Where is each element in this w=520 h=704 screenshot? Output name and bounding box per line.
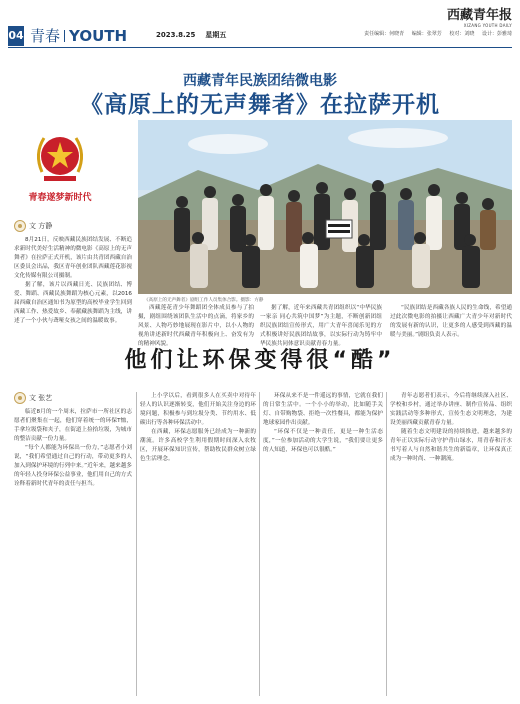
paragraph: 上小学以后，看到很多人在买卖中对待年轻人的认识逐渐转变，他们开始关注身边的环境问题，积极参与到垃圾分类、节约用水、低碳出行等各种环保活动中。	[140, 393, 256, 426]
issue-date	[156, 30, 236, 40]
article1-column-1	[14, 236, 132, 324]
byline-icon	[14, 392, 26, 404]
article1-byline	[14, 220, 52, 232]
byline-label: 文	[29, 222, 36, 230]
article2-column-3	[263, 392, 383, 696]
paragraph: “民族团结是西藏各族人民的生命线，希望通过此次微电影的拍摄让西藏广大青少年对新时代的发展有新的认识，让更多的人感受到西藏的温暖与美丽。”剧组负责人表示。	[390, 305, 512, 338]
section-title	[30, 26, 127, 46]
paragraph: 随着生态文明建设的持续推进，越来越多的青年正以实际行动守护青山绿水，用青春和汗水书写着人与自然和谐共生的新篇章，让环保真正成为一种时尚、一种潮流。	[390, 429, 512, 462]
paragraph: “每个人都能为环保出一份力，”志愿者小刘说，“我们希望通过自己的行动，带动更多的人加入到保护环境的行列中来。”近年来，越来越多的年轻人投身环保公益事业，他们用自己的方式诠释着新时代青年的责任与担当。	[14, 445, 132, 487]
paragraph: 8月21日，反映西藏民族团结发展、不断追求新时代美好生活精神的微电影《高原上的无声舞者》在拉萨正式开机，该片由共青团西藏自治区委员会出品，我区青年创业团队西藏莲花影视文化传媒有限公司摄制。	[14, 237, 132, 279]
editor: 责任编辑：何晓青	[364, 31, 405, 37]
paragraph: 临近8月的一个周末，拉萨市一所社区的志愿者们聚集在一起，他们穿着统一的环保T恤，手拿垃圾袋和夹子，在街道上捡拾垃圾，为城市的整洁贡献一份力量。	[14, 409, 132, 442]
paragraph: “环保不仅是一种责任，更是一种生活态度，”一位参加活动的大学生说，“我们要让更多的人知道，环保也可以很酷。”	[263, 429, 383, 453]
page-number: 04	[8, 26, 24, 46]
group-photo	[138, 120, 512, 294]
paragraph: 环保从来不是一件遥远的事情，它就在我们的日常生活中。一个小小的举动，比如随手关灯、自带购物袋、拒绝一次性餐具，都能为保护地球家园作出贡献。	[263, 393, 383, 426]
masthead	[447, 4, 512, 28]
layout-editor: 编辑：张翠芳	[411, 31, 442, 37]
column-divider	[259, 392, 260, 696]
article1-column-2	[138, 304, 254, 347]
logo-text: 青春遂梦新时代	[28, 193, 92, 203]
article2-headline: 他们让环保变得很“酷”	[124, 348, 396, 373]
byline-label: 文	[29, 394, 36, 402]
byline-icon	[14, 220, 26, 232]
page-header	[8, 26, 512, 46]
paper-name-en: XIZANG YOUTH DAILY	[463, 23, 512, 28]
section-divider	[64, 30, 65, 42]
column-divider	[136, 392, 137, 696]
article2-column-4	[390, 392, 512, 696]
byline-author: 方静	[38, 222, 53, 230]
article1-column-3	[260, 304, 382, 347]
editor-credits	[358, 30, 512, 37]
article2-byline	[14, 392, 52, 404]
date: 2023.8.25	[156, 31, 196, 39]
emblem-icon	[38, 137, 81, 181]
section-cn: 青春	[30, 27, 61, 45]
article1-column-4	[390, 304, 512, 338]
proofreader: 校对：刘晓	[449, 31, 475, 37]
header-rule	[8, 47, 512, 48]
youth-league-logo	[14, 120, 106, 212]
paragraph: 在西藏，环保志愿服务已经成为一种新的潮流。许多高校学生利用假期时间深入农牧区，开展环保知识宣传，帮助牧民群众树立绿色生活理念。	[140, 429, 256, 462]
paper-name: 西藏青年报	[446, 8, 512, 23]
article2-column-2	[140, 392, 256, 696]
weekday: 星期五	[205, 31, 227, 39]
designer: 设计：彭雅琦	[481, 31, 512, 37]
article2-column-1	[14, 408, 132, 696]
article1-headline: 《高原上的无声舞者》在拉萨开机	[80, 92, 440, 118]
paragraph: 西藏莲花青少年舞蹈团全体成员参与了拍摄，剧组围绕该团队生活中的点滴，将家乡的风景、人物巧妙地展现在影片中，以小人物的视角讲述新时代西藏青年积极向上、奋发有为的精神风貌。	[138, 305, 254, 347]
paragraph: 青年志愿者们表示，今后将继续深入社区、学校和乡村，通过举办讲座、制作宣传品、组织实践活动等多种形式，宣传生态文明理念，为建设美丽西藏贡献青春力量。	[390, 393, 512, 426]
paragraph: 据了解，该片以西藏日光、民族团结、博爱、舞蹈、西藏民族舞蹈为核心元素，以2016届西藏自治区通知书为原型的高校毕业学生回到西藏工作、热爱故乡、奉献藏族舞蹈为主线，讲述了一个小伙与聋哑女孩之间的温暖故事。	[14, 282, 132, 324]
group-photo-scene	[138, 120, 512, 294]
section-en: YOUTH	[69, 27, 128, 45]
byline-author: 张艺	[38, 394, 53, 402]
article1-kicker: 西藏青年民族团结微电影	[183, 73, 337, 89]
paragraph: 据了解，近年来西藏共青团组织以“中华民族一家亲 同心共筑中国梦”为主题，不断创新团组织民族团结宣传形式，用广大青年喜闻乐见的方式积极讲好民族团结故事，以实际行动为铸牢中华民族共同体意识贡献青春力量。	[260, 305, 382, 347]
photo-caption: 《高原上的无声舞者》剧组工作人员集体合影。摄影：方静	[144, 298, 264, 303]
column-divider	[386, 392, 387, 696]
